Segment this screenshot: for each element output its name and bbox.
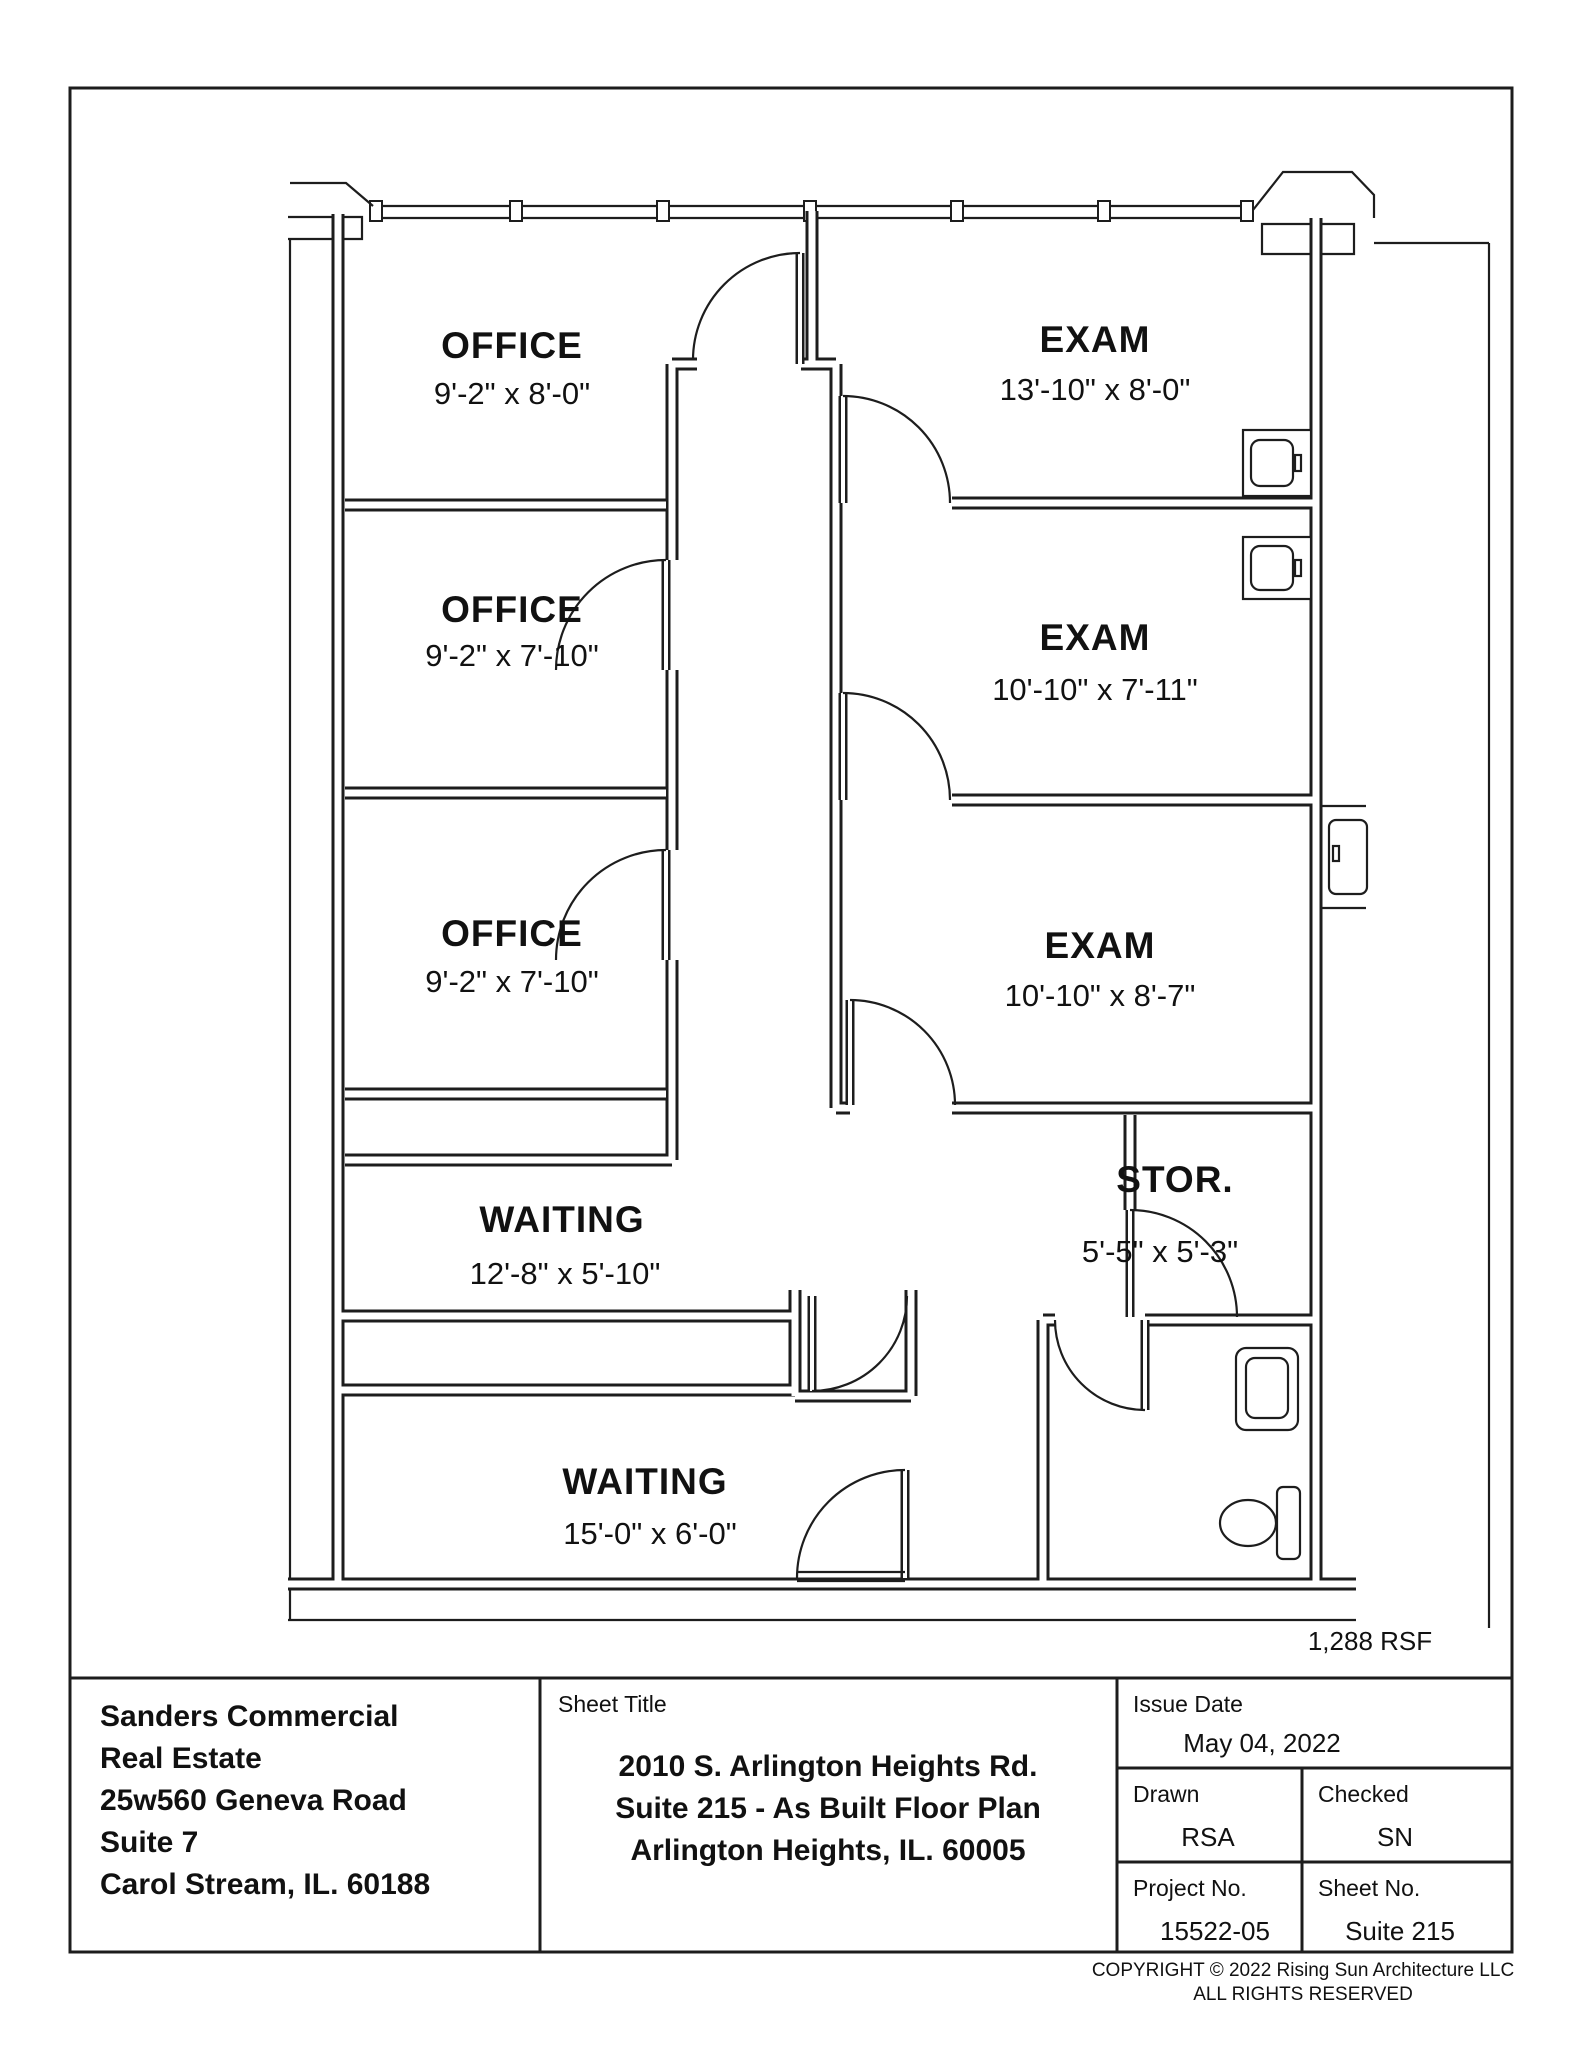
room-label-storage: STOR. (1116, 1159, 1234, 1200)
room-dims-office-2: 9'-2" x 7'-10" (425, 638, 599, 673)
sheet-title-line-2: Suite 215 - As Built Floor Plan (615, 1792, 1041, 1825)
room-dims-exam-2: 10'-10" x 7'-11" (992, 672, 1198, 707)
door-arcs (556, 253, 1237, 1581)
exam-1-door-arc (843, 396, 950, 503)
room-label-office-2: OFFICE (441, 589, 583, 630)
room-label-exam-2: EXAM (1039, 617, 1151, 658)
walls (288, 211, 1356, 1584)
issue-date-label: Issue Date (1133, 1691, 1243, 1717)
vestibule-door-arc (812, 1296, 907, 1391)
exam-2-sink-icon (1243, 537, 1311, 599)
room-label-office-1: OFFICE (441, 325, 583, 366)
company-line-3: 25w560 Geneva Road (100, 1784, 407, 1817)
drawn-cell (1133, 1781, 1235, 1852)
sheet-title-line-3: Arlington Heights, IL. 60005 (630, 1834, 1026, 1867)
room-labels (425, 319, 1432, 1656)
issue-date-value: May 04, 2022 (1183, 1728, 1341, 1758)
rsf-note: 1,288 RSF (1307, 1626, 1433, 1656)
room-dims-office-3: 9'-2" x 7'-10" (425, 964, 599, 999)
bathroom-sink-icon (1236, 1348, 1298, 1430)
company-line-1: Sanders Commercial (100, 1700, 399, 1733)
copyright-note (1092, 1960, 1514, 2005)
drawn-value: RSA (1181, 1822, 1235, 1852)
room-dims-waiting-1: 12'-8" x 5'-10" (469, 1256, 661, 1291)
room-label-waiting-1: WAITING (479, 1199, 645, 1240)
issue-date-cell (1133, 1691, 1341, 1758)
room-dims-storage: 5'-5" x 5'-3" (1081, 1234, 1239, 1269)
company-block (100, 1700, 430, 1901)
hall-sink-icon (1329, 820, 1367, 894)
sheet-border (70, 88, 1512, 1952)
office-1-door-arc (693, 253, 800, 360)
project-no-value: 15522-05 (1160, 1916, 1270, 1946)
checked-cell (1318, 1781, 1413, 1852)
entry-door-arc (797, 1470, 905, 1578)
pilaster-right (1253, 172, 1489, 254)
company-line-2: Real Estate (100, 1742, 262, 1775)
company-line-5: Carol Stream, IL. 60188 (100, 1868, 431, 1901)
sheet-no-value: Suite 215 (1345, 1916, 1455, 1946)
project-no-label: Project No. (1133, 1875, 1247, 1901)
company-line-4: Suite 7 (100, 1826, 199, 1859)
room-label-office-3: OFFICE (441, 913, 583, 954)
exam-1-sink-icon (1243, 430, 1311, 496)
sheet-no-cell (1318, 1875, 1455, 1946)
room-dims-waiting-2: 15'-0" x 6'-0" (563, 1516, 737, 1551)
sheet-title-label: Sheet Title (558, 1691, 667, 1717)
bathroom-door-arc (1055, 1320, 1145, 1410)
room-dims-exam-1: 13'-10" x 8'-0" (999, 372, 1191, 407)
copyright-line-1: COPYRIGHT © 2022 Rising Sun Architecture LLC (1091, 1960, 1515, 1981)
project-no-cell (1133, 1875, 1270, 1946)
room-dims-exam-3: 10'-10" x 8'-7" (1004, 978, 1196, 1013)
fixtures (1220, 430, 1367, 1559)
room-label-exam-1: EXAM (1039, 319, 1151, 360)
drawn-label: Drawn (1133, 1781, 1200, 1807)
checked-value: SN (1376, 1822, 1414, 1852)
sheet-title-block (558, 1691, 1041, 1867)
room-label-exam-3: EXAM (1044, 925, 1156, 966)
room-dims-office-1: 9'-2" x 8'-0" (433, 376, 591, 411)
copyright-line-2: ALL RIGHTS RESERVED (1193, 1984, 1413, 2005)
sheet-title-line-1: 2010 S. Arlington Heights Rd. (618, 1750, 1038, 1783)
checked-label: Checked (1318, 1781, 1409, 1807)
pilaster-left (288, 183, 373, 1620)
sheet-no-label: Sheet No. (1318, 1875, 1421, 1901)
exam-2-door-arc (843, 693, 950, 800)
room-label-waiting-2: WAITING (562, 1461, 728, 1502)
exam-3-door-arc (850, 1000, 955, 1105)
toilet-icon (1220, 1487, 1300, 1559)
